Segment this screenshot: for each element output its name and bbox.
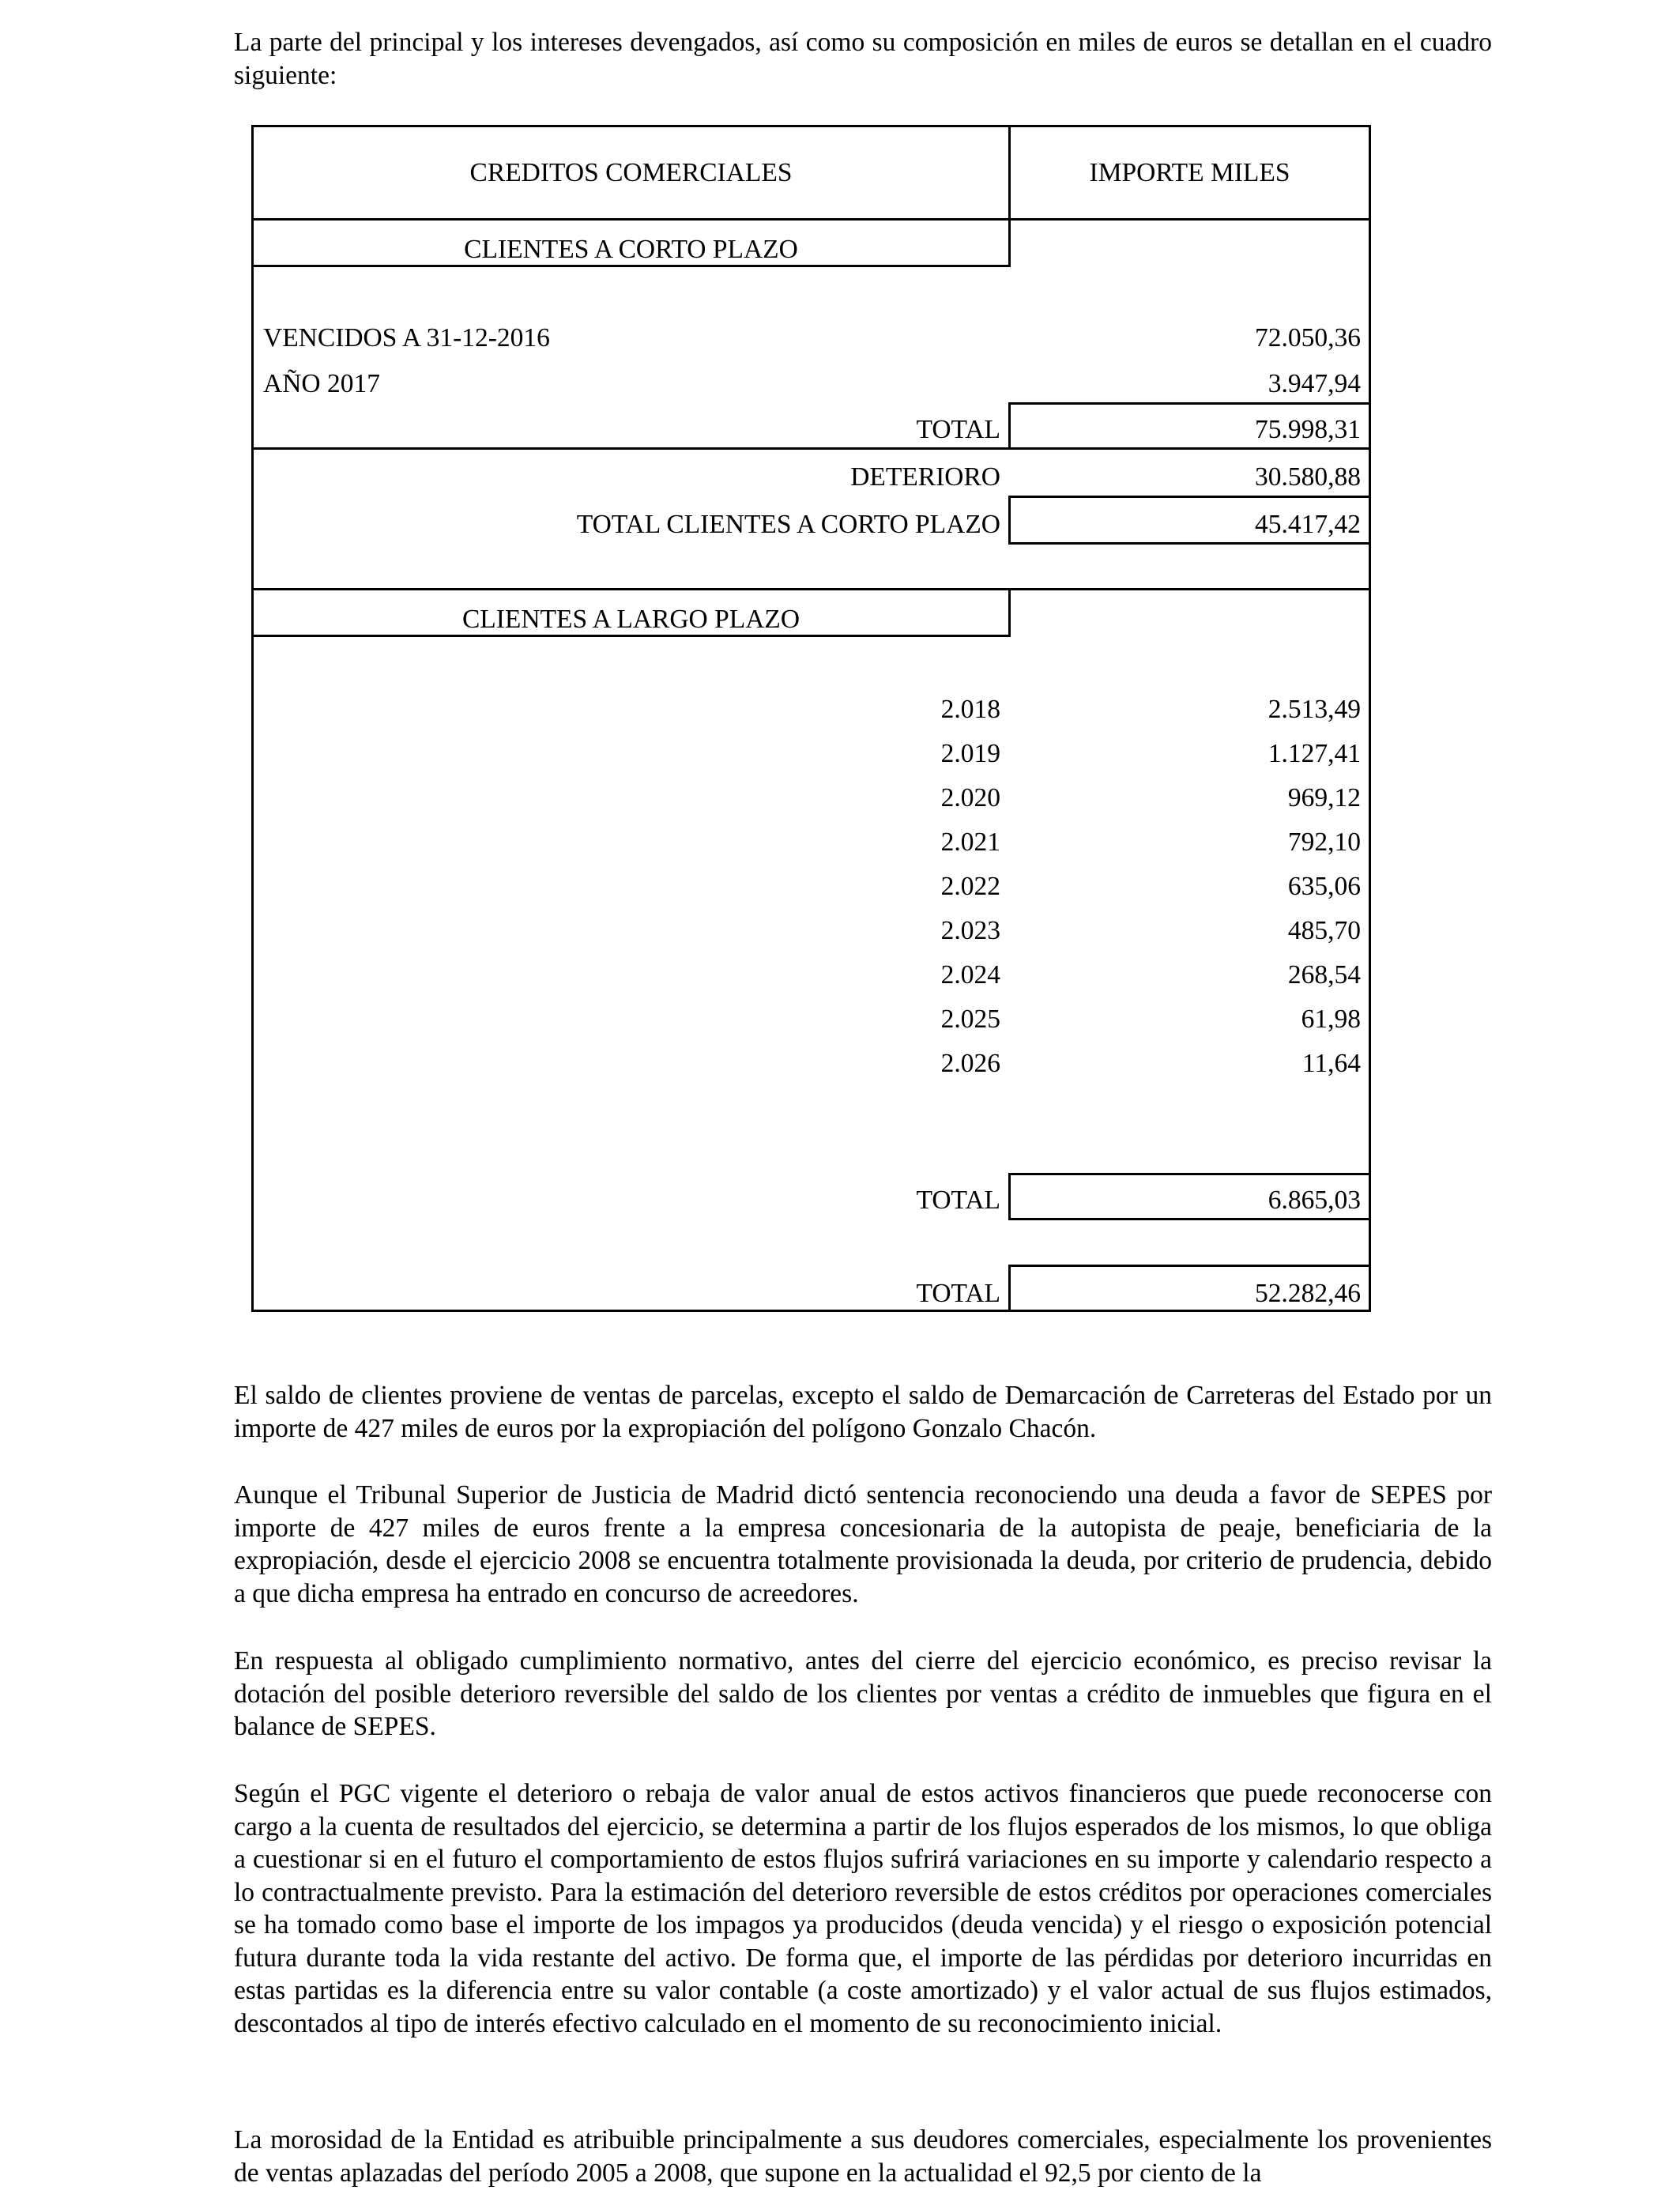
long-term-row-year: 2.026 [940, 1049, 1000, 1078]
long-term-title: CLIENTES A LARGO PLAZO [461, 605, 800, 634]
short-term-row-value: 72.050,36 [1255, 323, 1361, 352]
intro-paragraph: La parte del principal y los intereses devengados, así como su composición en miles de euros se detallan en el cuadro siguiente: [234, 28, 1492, 90]
header-creditos-comerciales: CREDITOS COMERCIALES [469, 158, 793, 187]
header-importe-miles: IMPORTE MILES [1089, 158, 1290, 187]
net-short-term-label: TOTAL CLIENTES A CORTO PLAZO [576, 510, 1000, 539]
long-term-row-value: 2.513,49 [1268, 695, 1361, 724]
long-term-title-divider [1008, 588, 1011, 637]
short-term-row-label: VENCIDOS A 31-12-2016 [263, 323, 550, 352]
short-term-total-underline [251, 447, 1011, 450]
long-term-row-year: 2.020 [940, 783, 1000, 812]
long-term-row-year: 2.018 [940, 695, 1000, 724]
impairment-label: DETERIORO [850, 462, 1000, 492]
short-term-title: CLIENTES A CORTO PLAZO [464, 235, 798, 264]
long-term-row-year: 2.022 [940, 872, 1000, 901]
long-term-row-year: 2.019 [940, 739, 1000, 768]
paragraph-tribunal: Aunque el Tribunal Superior de Justicia de Madrid dictó sentencia reconociendo una deuda a favor de SEPES por importe de 427 miles de euros frente a la empresa concesionaria de la autopista de peaje, beneficiaria de la expropiación, desde el ejercicio 2008 se encuentra totalmente provisionada la deuda, por criterio de prudencia, debido a que dicha empresa ha entrado en concurso de acreedores. [234, 1480, 1492, 1608]
long-term-row-value: 1.127,41 [1268, 739, 1361, 768]
impairment-value: 30.580,88 [1255, 462, 1361, 492]
long-term-row-year: 2.025 [940, 1005, 1000, 1034]
grand-total-label: TOTAL [916, 1279, 1000, 1308]
short-term-row-value: 3.947,94 [1268, 369, 1361, 398]
paragraph-cumplimiento: En respuesta al obligado cumplimiento normativo, antes del cierre del ejercicio económico, es preciso revisar la dotación del posible deterioro reversible del saldo de los clientes por ventas a crédito de inmuebles que figura en el balance de SEPES. [234, 1646, 1492, 1741]
long-term-row-value: 792,10 [1287, 827, 1361, 857]
long-term-row-value: 11,64 [1301, 1049, 1361, 1078]
grand-total-value: 52.282,46 [1255, 1279, 1361, 1308]
paragraph-pgc: Según el PGC vigente el deterioro o rebaja de valor anual de estos activos financieros que puede reconocerse con cargo a la cuenta de resultados del ejercicio, se determina a partir de los flujos esperados de los mismos, lo que obliga a cuestionar si en el futuro el comportamiento de estos flujos sufrirá variaciones en su importe y calendario respecto a lo contractualmente previsto. Para la estimación del deterioro reversible de estos créditos por operaciones comerciales se ha tomado como base el importe de los impagos ya producidos (deuda vencida) y el riesgo o exposición potencial futura durante toda la vida restante del activo. De forma que, el importe de las pérdidas por deterioro incurridas en estas partidas es la diferencia entre su valor contable (a coste amortizado) y el valor actual de sus flujos estimados, descontados al tipo de interés efectivo calculado en el momento de su reconocimiento inicial. [234, 1779, 1492, 2038]
long-term-row-year: 2.024 [940, 960, 1000, 990]
short-term-row-label: AÑO 2017 [263, 369, 380, 398]
long-term-row-value: 485,70 [1287, 916, 1361, 945]
short-term-total-label: TOTAL [916, 415, 1000, 444]
long-term-row-value: 969,12 [1287, 783, 1361, 812]
long-term-total-label: TOTAL [916, 1186, 1000, 1215]
long-term-row-value: 61,98 [1301, 1005, 1361, 1034]
long-term-row-value: 268,54 [1287, 960, 1361, 990]
long-term-row-year: 2.021 [940, 827, 1000, 857]
net-short-term-value: 45.417,42 [1255, 510, 1361, 539]
long-term-row-value: 635,06 [1287, 872, 1361, 901]
long-term-row-year: 2.023 [940, 916, 1000, 945]
paragraph-morosidad: La morosidad de la Entidad es atribuible principalmente a sus deudores comerciales, especialmente los provenientes de ventas aplazadas del período 2005 a 2008, que supone en la actualidad el 92,5 por ciento de la [234, 2125, 1492, 2188]
paragraph-saldo-clientes: El saldo de clientes proviene de ventas de parcelas, excepto el saldo de Demarcación de Carreteras del Estado por un importe de 427 miles de euros por la expropiación del polígono Gonzalo Chacón. [234, 1381, 1492, 1443]
short-term-total-value: 75.998,31 [1255, 415, 1361, 444]
long-term-total-value: 6.865,03 [1268, 1186, 1361, 1215]
